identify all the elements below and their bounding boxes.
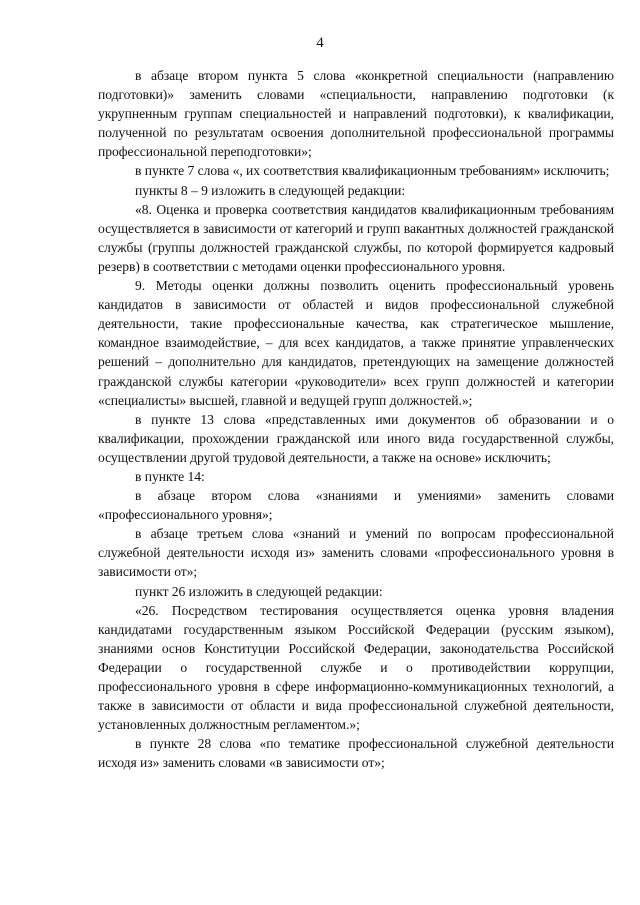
paragraph-item-14-abzac-3: в абзаце третьем слова «знаний и умений по вопросам профессиональной служебной деятельности исходя из» заменить словами «профессионального уровня в зависимости от»; — [98, 526, 614, 580]
paragraph-item-28: в пункте 28 слова «по тематике профессиональной служебной деятельности исходя из» заменить словами «в зависимости от»; — [98, 736, 614, 771]
paragraph-item-8-text: «8. Оценка и проверка соответствия кандидатов квалификационным требованиям осуществляется в зависимости от категорий и групп вакантных должностей гражданской службы (группы должностей гражданской службы, по которой формируется кадровый резерв) в соответствии с методами оценки профессионального уровня. — [98, 201, 614, 274]
paragraph-item-14-intro: в пункте 14: — [135, 468, 205, 484]
paragraph-item-26-text: «26. Посредством тестирования осуществляется оценка уровня владения кандидатами государственным языком Российской Федерации (русским языком), знаниями основ Конституции Российской Федерации, законодательства Российской Федерации о государственной службе и о противодействии коррупции, профессионального уровня в сфере информационно-коммуникационных технологий, а также в зависимости от области и вида профессиональной служебной деятельности, установленных должностным регламентом.»; — [98, 602, 614, 733]
paragraph-item-26-intro: пункт 26 изложить в следующей редакции: — [135, 583, 383, 599]
document-body — [98, 66, 614, 772]
paragraph-item-5-abzac: в абзаце втором пункта 5 слова «конкретной специальности (направлению подготовки)» заменить словами «специальности, направлению подготовки (к укрупненным группам специальностей и направлений подготовки), к квалификации, полученной по результатам освоения дополнительной профессиональной программы профессиональной переподготовки»; — [98, 68, 614, 160]
paragraph-item-7: в пункте 7 слова «, их соответствия квалификационным требованиям» исключить; — [135, 163, 610, 179]
paragraph-item-13: в пункте 13 слова «представленных ими документов об образовании и о квалификации, прохождении гражданской или иного вида государственной службы, осуществлении другой трудовой деятельности, а также на основе» исключить; — [98, 411, 614, 465]
page-number: 4 — [316, 35, 324, 51]
paragraph-items-8-9-intro: пункты 8 – 9 изложить в следующей редакции: — [135, 182, 406, 198]
paragraph-item-9-text: 9. Методы оценки должны позволить оценить профессиональный уровень кандидатов в зависимости от областей и видов профессиональной служебной деятельности, такие профессиональные качества, как стратегическое мышление, командное взаимодействие, – для всех кандидатов, а также принятие управленческих решений – дополнительно для кандидатов, претендующих на замещение должностей гражданской службы категории «руководители» всех групп должностей и категории «специалисты» высшей, главной и ведущей групп должностей.»; — [98, 278, 614, 408]
paragraph-item-14-abzac-2: в абзаце втором слова «знаниями и умениями» заменить словами «профессионального уровня»; — [98, 488, 614, 523]
